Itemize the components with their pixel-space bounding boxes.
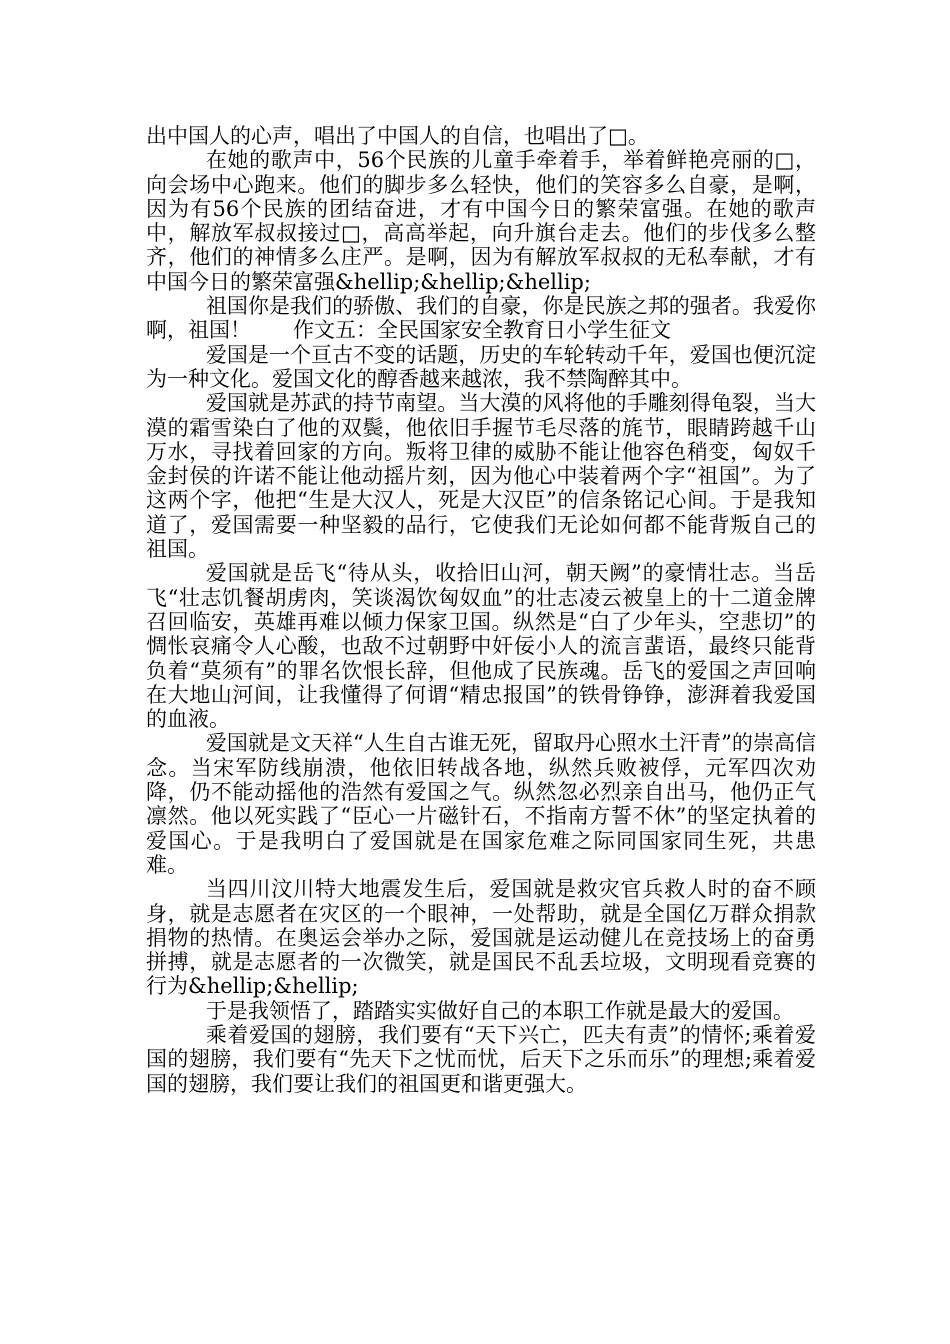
paragraph-wen-tianxiang: 爱国就是文天祥“人生自古谁无死，留取丹心照水土汗青”的崇高信念。当宋军防线崩溃，他依旧转战各地，纵然兵败被俘，元军四次劝降，仍不能动摇他的浩然有爱国之气。纵然忽必烈亲自出马，他仍正气凛然。他以死实践了“臣心一片磁针石，不指南方誓不休”的坚定执着的爱国心。于是我明白了爱国就是在国家危难之际同国家同生死，共患难。: [146, 731, 816, 877]
document-body: [146, 124, 816, 1096]
paragraph-yue-fei: 爱国就是岳飞“待从头，收拾旧山河，朝天阙”的豪情壮志。当岳飞“壮志饥餐胡虏肉，笑谈渴饮匈奴血”的壮志凌云被皇上的十二道金牌召回临安，英雄再难以倾力保家卫国。纵然是“白了少年头，空悲切”的惆怅哀痛令人心酸，也敌不过朝野中奸佞小人的流言蜚语，最终只能背负着“莫须有”的罪名饮恨长辞，但他成了民族魂。岳飞的爱国之声回响在大地山河间，让我懂得了何谓“精忠报国”的铁骨铮铮，澎湃着我爱国的血液。: [146, 561, 816, 732]
paragraph-conclusion: 乘着爱国的翅膀，我们要有“天下兴亡，匹夫有责”的情怀;乘着爱国的翅膀，我们要有“先天下之忧而忧，后天下之乐而乐”的理想;乘着爱国的翅膀，我们要让我们的祖国更和谐更强大。: [146, 1022, 816, 1096]
paragraph-patriotism-intro: 爱国是一个亘古不变的话题，历史的车轮转动千年，爱国也便沉淀为一种文化。爱国文化的醇香越来越浓，我不禁陶醉其中。: [146, 342, 816, 391]
paragraph-realization: 于是我领悟了，踏踏实实做好自己的本职工作就是最大的爱国。: [205, 998, 794, 1023]
paragraph-continuation: 出中国人的心声，唱出了中国人的自信，也唱出了□。: [146, 124, 649, 148]
paragraph-motherland-pride: 祖国你是我们的骄傲、我们的自豪，你是民族之邦的强者。我爱你啊，祖国！ 作文五：全民国家安全教育日小学生征文: [146, 294, 816, 343]
paragraph-song-scene: 在她的歌声中，56个民族的儿童手牵着手，举着鲜艳亮丽的□，向会场中心跑来。他们的脚步多么轻快，他们的笑容多么自豪，是啊，因为有56个民族的团结奋进，才有中国今日的繁荣富强。在她的歌声中，解放军叔叔接过□，高高举起，向升旗台走去。他们的步伐多么整齐，他们的神情多么庄严。是啊，因为有解放军叔叔的无私奉献，才有中国今日的繁荣富强&hellip;&hellip;&hellip;: [146, 148, 816, 294]
paragraph-su-wu: 爱国就是苏武的持节南望。当大漠的风将他的手雕刻得龟裂，当大漠的霜雪染白了他的双鬓，他依旧手握节毛尽落的旄节，眼睛跨越千山万水，寻找着回家的方向。叛将卫律的威胁不能让他容色稍变，匈奴千金封侯的许诺不能让他动摇片刻，因为他心中装着两个字“祖国”。为了这两个字，他把“生是大汉人，死是大汉臣”的信条铭记心间。于是我知道了，爱国需要一种坚毅的品行，它使我们无论如何都不能背叛自己的祖国。: [146, 391, 816, 562]
paragraph-modern-patriotism: 当四川汶川特大地震发生后，爱国就是救灾官兵救人时的奋不顾身，就是志愿者在灾区的一个眼神，一处帮助，就是全国亿万群众捐款捐物的热情。在奥运会举办之际，爱国就是运动健儿在竞技场上的奋勇拼搏，就是志愿者的一次微笑，就是国民不乱丢垃圾，文明现看竞赛的行为&hellip;&hellip;: [146, 877, 816, 999]
